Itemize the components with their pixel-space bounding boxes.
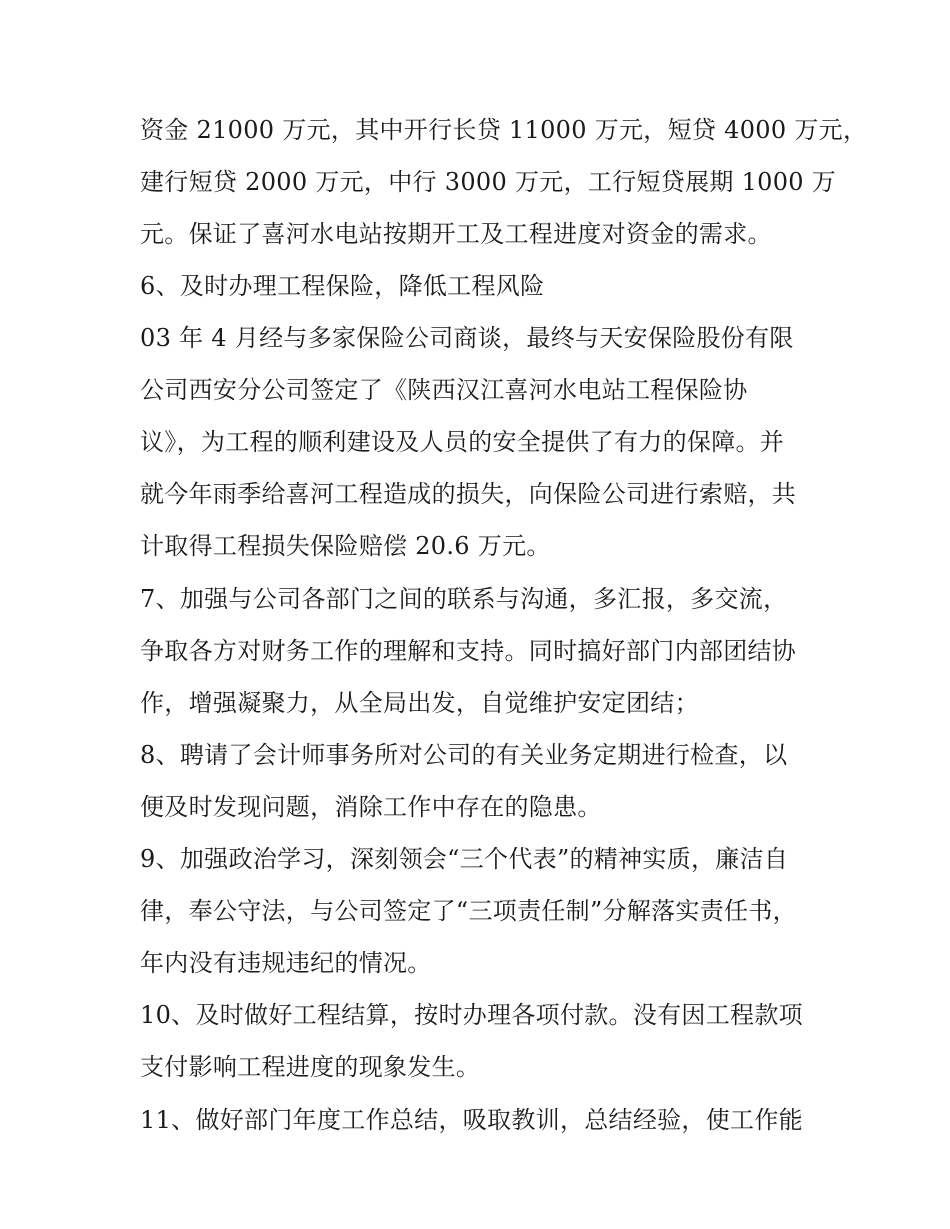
list-item-11: 11、做好部门年度工作总结，吸取教训，总结经验，使工作能 [140, 1106, 803, 1134]
list-item-9: 9、加强政治学习，深刻领会“三个代表”的精神实质，廉洁自 [140, 845, 789, 873]
text-line: 资金 21000 万元，其中开行长贷 11000 万元，短贷 4000 万元， [140, 116, 868, 144]
section-heading-6: 6、及时办理工程保险，降低工程风险 [140, 272, 545, 300]
list-item-7: 7、加强与公司各部门之间的联系与沟通，多汇报，多交流， [140, 585, 788, 613]
document-body [140, 112, 868, 1138]
list-item-8: 8、聘请了会计师事务所对公司的有关业务定期进行检查，以 [140, 741, 788, 769]
text-line: 支付影响工程进度的现象发生。 [140, 1053, 481, 1081]
text-line: 计取得工程损失保险赔偿 20.6 万元。 [140, 532, 551, 560]
text-line: 议》，为工程的顺利建设及人员的安全提供了有力的保障。并 [140, 428, 785, 456]
text-line: 公司西安分公司签定了《陕西汉江喜河水电站工程保险协 [140, 376, 748, 404]
text-line: 建行短贷 2000 万元，中行 3000 万元，工行短贷展期 1000 万 [140, 168, 837, 196]
text-line: 03 年 4 月经与多家保险公司商谈，最终与天安保险股份有限 [140, 324, 794, 352]
text-line: 元。保证了喜河水电站按期开工及工程进度对资金的需求。 [140, 220, 772, 248]
text-line: 律，奉公守法，与公司签定了“三项责任制”分解落实责任书， [140, 897, 797, 925]
text-line: 年内没有违规违纪的情况。 [140, 949, 432, 977]
list-item-10: 10、及时做好工程结算，按时办理各项付款。没有因工程款项 [140, 1001, 803, 1029]
text-line: 争取各方对财务工作的理解和支持。同时搞好部门内部团结协 [140, 637, 797, 665]
text-line: 就今年雨季给喜河工程造成的损失，向保险公司进行索赔，共 [140, 480, 797, 508]
text-line: 便及时发现问题，消除工作中存在的隐患。 [140, 793, 602, 821]
text-line: 作，增强凝聚力，从全局出发，自觉维护安定团结； [140, 689, 699, 717]
